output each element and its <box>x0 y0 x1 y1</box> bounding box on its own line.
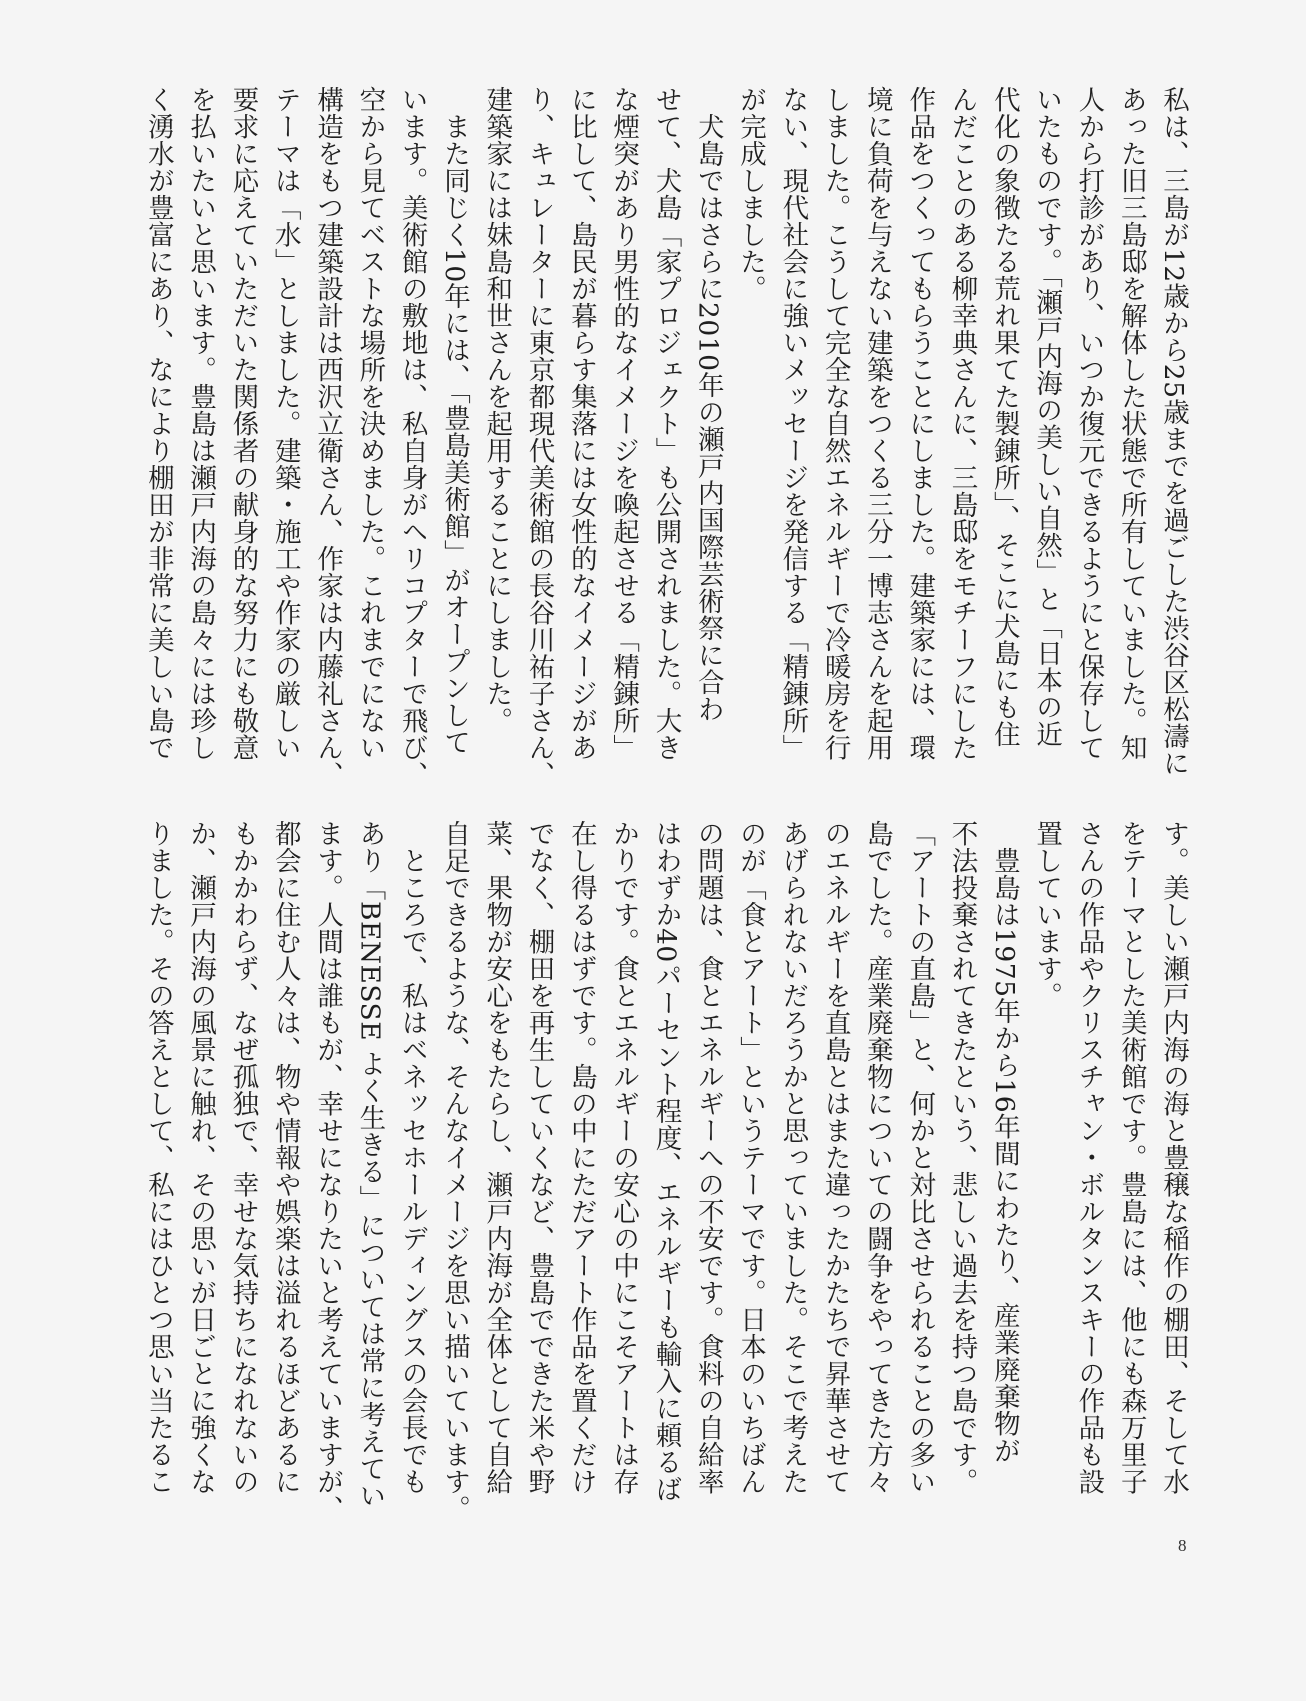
text-column: を払いたいと思います。豊島は瀬戸内海の島々には珍し <box>185 86 217 761</box>
text-column: 代化の象徴たる荒れ果てた製錬所」、そこに犬島にも住 <box>988 86 1020 748</box>
text-column: りました。その答えとして、私にはひとつ思い当たるこ <box>142 820 174 1495</box>
text-column: もかかわらず、なぜ孤独で、幸せな気持ちになれないの <box>227 820 259 1495</box>
text-column: あり「BENESSE よく生きる」については常に考えてい <box>354 820 386 1509</box>
text-block-top <box>137 86 1194 788</box>
text-column: の問題は、食とエネルギーへの不安です。食料の自給率 <box>692 820 724 1495</box>
text-column: せて、犬島「家プロジェクト」も公開されました。大き <box>650 86 682 761</box>
text-column: さんの作品やクリスチャン・ボルタンスキーの作品も設 <box>1073 820 1105 1495</box>
text-column: 人から打診があり、いつか復元できるようにと保存して <box>1073 86 1105 761</box>
text-column: 空から見てベストな場所を決めました。これまでにない <box>354 86 386 761</box>
text-column: しました。こうして完全な自然エネルギーで冷暖房を行 <box>819 86 851 761</box>
text-column: んだことのある柳幸典さんに、三島邸をモチーフにした <box>946 86 978 761</box>
text-column: く湧水が豊富にあり、なにより棚田が非常に美しい島で <box>142 86 174 761</box>
text-column: ない、現代社会に強いメッセージを発信する「精錬所」 <box>777 86 809 761</box>
text-column: いたものです。「瀬戸内海の美しい自然」と「日本の近 <box>1031 86 1063 748</box>
text-column: 要求に応えていただいた関係者の献身的な努力にも敬意 <box>227 86 259 761</box>
text-column: また同じく10年には、「豊島美術館」がオープンして <box>438 86 470 756</box>
text-column: が完成しました。 <box>735 86 767 302</box>
text-column: 島でした。産業廃棄物についての闘争をやってきた方々 <box>861 820 893 1495</box>
text-column: す。美しい瀬戸内海の海と豊穣な稲作の棚田、そして水 <box>1158 820 1189 1495</box>
text-column: 不法投棄されてきたという、悲しい過去を持つ島です。 <box>946 820 978 1495</box>
text-column: な煙突があり男性的なイメージを喚起させる「精錬所」 <box>608 86 640 761</box>
text-column: 豊島は1975年から16年間にわたり、産業廃棄物が <box>988 820 1020 1465</box>
text-column: でなく、棚田を再生していくなど、豊島でできた米や野 <box>523 820 555 1495</box>
text-block-bottom <box>137 820 1194 1522</box>
text-column: ます。人間は誰もが、幸せになりたいと考えていますが、 <box>312 820 344 1522</box>
text-column: 自足できるような、そんなイメージを思い描いています。 <box>438 820 470 1522</box>
text-column: 構造をもつ建築設計は西沢立衛さん、作家は内藤礼さん、 <box>312 86 344 788</box>
text-column: あげられないだろうかと思っていました。そこで考えた <box>777 820 809 1495</box>
text-column: テーマは「水」としました。建築・施工や作家の厳しい <box>269 86 301 761</box>
text-column: に比して、島民が暮らす集落には女性的なイメージがあ <box>565 86 597 761</box>
text-column: 作品をつくってもらうことにしました。建築家には、環 <box>904 86 936 761</box>
text-column: 都会に住む人々は、物や情報や娯楽は溢れるほどあるに <box>269 820 301 1495</box>
text-column: かりです。食とエネルギーの安心の中にこそアートは存 <box>608 820 640 1495</box>
text-column: います。美術館の敷地は、私自身がヘリコプターで飛び、 <box>396 86 428 788</box>
text-column: ところで、私はベネッセホールディングスの会長でも <box>396 820 428 1495</box>
text-column: のエネルギーを直島とはまた違ったかたちで昇華させて <box>819 820 851 1495</box>
text-column: り、キュレーターに東京都現代美術館の長谷川祐子さん、 <box>523 86 555 788</box>
page-number: 8 <box>1178 1536 1187 1555</box>
text-column: 犬島ではさらに2010年の瀬戸内国際芸術祭に合わ <box>692 86 724 723</box>
text-column: 私は、三島が12歳から25歳までを過ごした渋谷区松濤に <box>1158 86 1189 777</box>
text-column: 建築家には妹島和世さんを起用することにしました。 <box>481 86 513 734</box>
text-column: 境に負荷を与えない建築をつくる三分一博志さんを起用 <box>861 86 893 761</box>
text-column: のが「食とアート」というテーマです。日本のいちばん <box>735 820 767 1495</box>
text-column: あった旧三島邸を解体した状態で所有していました。知 <box>1115 86 1147 761</box>
text-column: 置しています。 <box>1031 820 1063 1009</box>
text-column: か、瀬戸内海の風景に触れ、その思いが日ごとに強くな <box>185 820 217 1495</box>
text-column: 「アートの直島」と、何かと対比させられることの多い <box>904 820 936 1495</box>
text-column: 在し得るはずです。島の中にただアート作品を置くだけ <box>565 820 597 1495</box>
text-column: 菜、果物が安心をもたらし、瀬戸内海が全体として自給 <box>481 820 513 1495</box>
text-column: はわずか40パーセント程度、エネルギーも輸入に頼るば <box>650 820 682 1503</box>
text-column: をテーマとした美術館です。豊島には、他にも森万里子 <box>1115 820 1147 1495</box>
